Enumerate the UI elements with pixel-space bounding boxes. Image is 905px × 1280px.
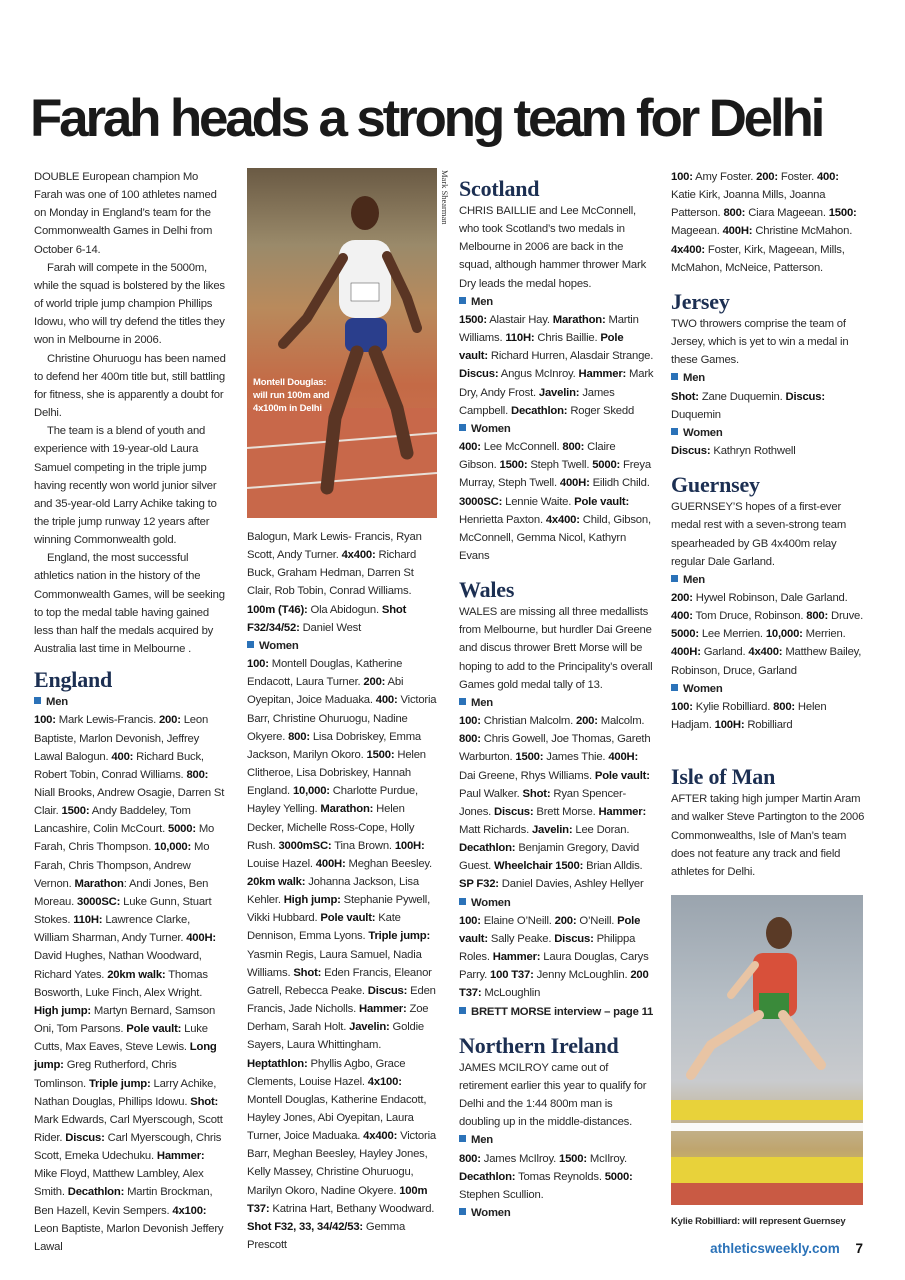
event-label: 200 T37: xyxy=(459,969,649,1000)
event-label: 3000SC: xyxy=(76,895,121,908)
athlete-names: Victoria Barr, Christine Ohuruogu, Nadine Okyere. xyxy=(247,694,437,743)
athlete-names: Stephen Scullion. xyxy=(459,1188,544,1201)
section-heading-northern-ireland: Northern Ireland xyxy=(459,1032,619,1058)
intro-paragraph: Farah will compete in the 5000m, while the squad is bolstered by the likes of world triple jump champion Phillips Idowu, who will try defend the titles they won in Melbourne in 2006. xyxy=(34,261,225,347)
event-label: Discus: xyxy=(459,368,499,381)
athlete-names: Chris Gowell, Joe Thomas, Gareth Warburton. xyxy=(459,733,651,764)
column-3 xyxy=(459,168,654,1222)
event-label: 1500: xyxy=(515,751,544,764)
event-label: 100: xyxy=(671,700,693,713)
intro-paragraph: DOUBLE European champion Mo Farah was one of 100 athletes named on Monday in England’s team for the Commonwealth Games in Delhi from October 6-14. xyxy=(34,171,217,256)
event-label: 20km walk: xyxy=(247,875,306,888)
event-label: 100m T37: xyxy=(247,1184,428,1215)
event-label: 400: xyxy=(816,171,839,183)
athlete-names: Luke Cutts, Max Eaves, Steve Lewis. xyxy=(34,1023,208,1054)
event-label: 200: xyxy=(671,591,693,604)
athlete-names: Helen Hadjam. xyxy=(671,700,827,732)
athlete-names: Martin Williams. xyxy=(459,313,639,345)
athlete-names: Lee Doran. xyxy=(572,824,630,836)
athlete-names: Roger Skedd xyxy=(567,404,635,417)
athlete-names: Henrietta Paxton. xyxy=(459,513,546,526)
event-label: 400H: xyxy=(722,225,753,238)
athlete-names: Luke Gunn, Stuart Stokes. xyxy=(34,895,212,927)
athlete-names: Balogun, Mark Lewis- Francis, Ryan Scott, Andy Turner. xyxy=(247,531,422,562)
athlete-names: Yasmin Regis, Laura Samuel, Nadia Williams. xyxy=(247,948,422,979)
event-label: Pole vault: xyxy=(126,1023,182,1036)
event-label: 4x400: xyxy=(545,513,580,526)
event-label: Decathlon: xyxy=(511,404,568,417)
event-label: Discus: xyxy=(785,390,825,403)
event-label: 1500: xyxy=(828,207,857,220)
athlete-names: Elaine O’Neill. xyxy=(480,914,555,927)
athlete-names: Druve. xyxy=(828,610,864,623)
athlete-names: Andy Baddeley, Tom Lancashire, Colin McCourt. xyxy=(34,805,191,836)
event-label: Shot: xyxy=(671,390,699,403)
section-heading-wales: Wales xyxy=(459,577,515,603)
event-label: 1500: xyxy=(499,459,528,472)
athlete-names: Montell Douglas, Katherine Endacott, Laura Turner. xyxy=(247,658,403,689)
event-label: Pole vault: xyxy=(594,769,650,782)
athlete-names: Laura Douglas, Carys Parry. xyxy=(459,951,649,982)
event-list xyxy=(459,912,654,1003)
athlete-names: McLoughlin xyxy=(481,987,541,1000)
column-1 xyxy=(34,168,226,1256)
athlete-names: Martyn Bernard, Samson Oni, Tom Parsons. xyxy=(34,1004,216,1036)
athlete-names: Tom Druce, Robinson. xyxy=(692,610,807,623)
event-label: 4x100: xyxy=(367,1075,402,1088)
event-label: Wheelchair 1500: xyxy=(494,860,584,873)
athlete-names: Tina Brown. xyxy=(331,839,395,852)
event-label: 100 T37: xyxy=(490,969,534,982)
page-title: Farah heads a strong team for Delhi xyxy=(30,89,823,148)
event-label: 110H: xyxy=(505,332,535,345)
athlete-names: Matt Richards. xyxy=(459,824,532,836)
event-label: High jump: xyxy=(34,1004,91,1017)
event-list xyxy=(459,1150,654,1204)
athlete-names: Phyllis Agbo, Grace Clements, Louise Hazel. xyxy=(247,1057,406,1088)
event-label: Pole vault: xyxy=(320,912,376,925)
section-heading-isle-of-man: Isle of Man xyxy=(671,764,776,790)
event-label: Marathon: xyxy=(552,313,606,326)
event-label: SP F32: xyxy=(459,878,499,891)
event-label: 800: xyxy=(562,441,585,454)
event-label: 100H: xyxy=(394,839,425,852)
athlete-names: Paul Walker. xyxy=(459,787,523,800)
athlete-names: O’Neill. xyxy=(576,914,618,927)
athlete-names: Lennie Waite. xyxy=(502,495,575,508)
event-label: Hammer: xyxy=(578,368,627,381)
athlete-names: Katrina Hart, Bethany Woodward. xyxy=(269,1202,435,1215)
event-label: 100: xyxy=(459,715,481,728)
event-label: 200: xyxy=(554,914,577,927)
event-label: 400H: xyxy=(608,751,639,764)
event-label: High jump: xyxy=(283,894,341,907)
athlete-names: Helen Decker, Michelle Ross-Cope, Holly Rush. xyxy=(247,803,415,852)
event-label: 3000mSC: xyxy=(278,839,332,852)
event-list xyxy=(671,388,866,424)
event-label: 1500: xyxy=(559,1152,587,1165)
subheading-women: Women xyxy=(247,637,439,655)
event-label: 1500: xyxy=(366,748,395,761)
athlete-names: Garland. xyxy=(700,646,749,659)
event-label: Hammer: xyxy=(492,951,541,964)
athlete-names: Kathryn Rothwell xyxy=(710,445,796,458)
event-label: Decathlon: xyxy=(459,1170,516,1183)
event-label: Decathlon: xyxy=(67,1186,125,1199)
event-label: Pole vault: xyxy=(574,495,630,508)
event-label: Discus: xyxy=(494,805,534,818)
event-label: 100: xyxy=(34,714,56,727)
section-heading-england: England xyxy=(34,667,113,693)
subheading-men: Men xyxy=(671,571,866,589)
athlete-names: Eilidh Child. xyxy=(589,477,650,490)
athlete-photo-montell-douglas xyxy=(247,168,437,518)
event-label: 100: xyxy=(247,658,269,671)
event-label: 100H: xyxy=(714,719,745,732)
page-number: 7 xyxy=(855,1241,863,1256)
event-label: Hammer: xyxy=(156,1150,205,1163)
athlete-names: Victoria Barr, Meghan Beesley, Hayley Jones, Kelly Massey, Christine Ohuruogu, Marilyn Okoro, Nadine Okyere. xyxy=(247,1130,436,1197)
athlete-names: Niall Brooks, Andrew Osagie, Darren St Clair. xyxy=(34,787,225,818)
event-label: 5000: xyxy=(168,823,196,836)
section-heading-scotland: Scotland xyxy=(459,176,540,201)
athlete-names: Gemma Prescott xyxy=(247,1220,406,1252)
section-intro: TWO throwers comprise the team of Jersey, which is yet to win a medal in these Games. xyxy=(671,317,849,367)
event-label: Javelin: xyxy=(538,386,580,399)
event-label: 10,000: xyxy=(154,841,192,854)
event-label: 110H: xyxy=(73,914,103,927)
athlete-names: Ola Abidogun. xyxy=(307,603,382,616)
athlete-names: Claire Gibson. xyxy=(459,441,616,472)
athlete-names: Zoe Derham, Sarah Holt. xyxy=(247,1003,429,1034)
athlete-names: Foster. xyxy=(777,171,817,183)
event-label: Shot F32/34/52: xyxy=(247,603,407,634)
athlete-names: Carl Myerscough, Chris Scott, Emeka Udechuku. xyxy=(34,1131,222,1163)
event-label: 5000: xyxy=(671,628,699,641)
athlete-names: Philippa Roles. xyxy=(459,932,636,964)
athlete-names: Chris Baillie. xyxy=(534,332,601,345)
event-label: 400: xyxy=(671,610,693,623)
athlete-names: Brett Morse. xyxy=(533,805,599,818)
athlete-names: Lisa Dobriskey, Emma Jackson, Marilyn Okoro. xyxy=(247,730,422,761)
event-list xyxy=(671,168,866,277)
event-label: 4x400: xyxy=(363,1130,398,1143)
event-label: 10,000: xyxy=(292,785,330,798)
event-label: 400H: xyxy=(671,646,701,659)
subheading-men: Men xyxy=(459,694,654,712)
event-label: 800: xyxy=(186,768,209,781)
event-label: 1500: xyxy=(61,805,90,818)
event-label: Hammer: xyxy=(598,805,647,818)
athlete-names: Eden Francis, Jade Nicholls. xyxy=(247,984,436,1016)
event-label: 3000SC: xyxy=(459,495,503,508)
event-label: Heptathlon: xyxy=(247,1057,308,1070)
event-label: Discus: xyxy=(671,445,711,458)
athlete-names: Johanna Jackson, Lisa Kehler. xyxy=(247,875,419,907)
athlete-names: Charlotte Purdue, Hayley Yelling. xyxy=(247,785,418,816)
section-heading-jersey: Jersey xyxy=(671,288,730,314)
event-label: 800: xyxy=(459,733,481,746)
event-label: 200: xyxy=(576,715,598,728)
event-label: Triple jump: xyxy=(88,1077,151,1090)
intro-paragraph: Christine Ohuruogu has been named to defend her 400m title but, still battling for fitness, she is apparently a doubt for Delhi. xyxy=(34,352,226,420)
athlete-names: McIlroy. xyxy=(586,1152,627,1165)
photo-caption: Kylie Robilliard: will represent Guernsey xyxy=(671,1216,846,1227)
event-label: 200: xyxy=(363,676,386,689)
athlete-names: Foster, Kirk, Mageean, Mills, McMahon, McNeice, Patterson. xyxy=(671,243,845,274)
event-label: 800: xyxy=(773,700,795,713)
event-label: 20km walk: xyxy=(107,968,166,981)
event-label: 400H: xyxy=(559,477,590,490)
event-list xyxy=(671,698,866,734)
subheading-men: Men xyxy=(459,1131,654,1149)
athlete-names: Sally Peake. xyxy=(487,932,555,945)
athlete-names: Goldie Sayers, Laura Whittingham. xyxy=(247,1021,424,1052)
sprinter-figure xyxy=(247,168,437,518)
interview-link[interactable]: BRETT MORSE interview – page 11 xyxy=(459,1003,654,1021)
athlete-names: Amy Foster. xyxy=(692,171,757,183)
athlete-names: Mo Farah, Chris Thompson, Andrew Vernon. xyxy=(34,841,210,890)
athlete-names: Lee McConnell. xyxy=(480,441,563,454)
intro-paragraph: England, the most successful athletics nation in the history of the Commonwealth Games, will be seeking to top the medal table having gained less than half the medals acquired by Australia last time in Melbourne . xyxy=(34,552,225,656)
event-label: Shot: xyxy=(293,966,322,979)
athlete-names: Kylie Robilliard. xyxy=(692,700,774,713)
athlete-names: Robilliard xyxy=(744,719,793,732)
event-list xyxy=(459,438,654,565)
event-label: 5000: xyxy=(592,459,621,472)
athlete-names: Mageean. xyxy=(671,225,723,238)
page-footer xyxy=(710,1241,863,1256)
athlete-names: Richard Hurren, Alasdair Strange. xyxy=(487,350,654,363)
section-heading-guernsey: Guernsey xyxy=(671,472,760,498)
subheading-women: Women xyxy=(671,424,866,442)
athlete-names: David Hughes, Nathan Woodward, Richard Yates. xyxy=(34,950,202,981)
event-label: 400: xyxy=(111,750,134,763)
athlete-photo-kylie-robilliard xyxy=(671,895,863,1205)
event-label: 800: xyxy=(459,1152,481,1165)
athlete-names: Abi Oyepitan, Joice Maduaka. xyxy=(247,676,404,707)
event-label: Pole vault: xyxy=(459,914,641,945)
athlete-names: Thomas Bosworth, Luke Finch, Alex Wright. xyxy=(34,968,208,999)
event-list xyxy=(247,655,439,1254)
athlete-names: Dai Greene, Rhys Williams. xyxy=(459,769,595,782)
event-label: Long jump: xyxy=(34,1041,217,1072)
section-intro: AFTER taking high jumper Martin Aram and walker Steve Partington to the 2006 Commonwealths, Isle of Man’s team does not feature any track and field athletes for Delhi. xyxy=(671,793,865,878)
event-label: 800: xyxy=(288,730,310,743)
athlete-names: Steph Twell. xyxy=(527,459,593,472)
subheading-men: Men xyxy=(671,369,866,387)
athlete-names: Mike Floyd, Matthew Lambley, Alex Smith. xyxy=(34,1168,204,1199)
athlete-names: Leon Baptiste, Marlon Devonish Jeffery Lawal xyxy=(34,1222,224,1253)
athlete-names: Greg Rutherford, Chris Tomlinson. xyxy=(34,1059,177,1090)
event-list xyxy=(671,589,866,680)
athlete-names: Child, Gibson, McConnell, Gemma Nicol, Kathyrn Evans xyxy=(459,513,651,562)
athlete-names: Benjamin Gregory, David Guest. xyxy=(459,842,640,873)
event-label: Javelin: xyxy=(531,824,573,836)
event-label: Shot: xyxy=(522,787,551,800)
event-label: 100: xyxy=(671,171,693,183)
athlete-names: Richard Buck, Graham Hedman, Darren St Clair, Rob Tobin, Conrad Williams. xyxy=(247,549,417,598)
event-label: Shot: xyxy=(190,1095,219,1108)
athlete-names: Merrien. xyxy=(802,628,846,641)
athlete-names: Ryan Spencer-Jones. xyxy=(459,787,627,818)
event-label: 4x400: xyxy=(341,549,376,562)
athlete-names: Lee Merrien. xyxy=(698,628,766,641)
athlete-names: Zane Duquemin. xyxy=(698,390,786,403)
athlete-names: Matthew Bailey, Robinson, Druce, Garland xyxy=(671,646,862,677)
athlete-names: James McIlroy. xyxy=(480,1152,560,1165)
athlete-names: Duquemin xyxy=(671,408,721,421)
event-label: 200: xyxy=(158,714,181,727)
event-list xyxy=(459,712,654,894)
event-label: 4x100: xyxy=(172,1204,207,1217)
athlete-names: Katie Kirk, Joanna Mills, Joanna Patterson. xyxy=(671,189,826,220)
athlete-names: Malcolm. xyxy=(597,715,645,728)
athlete-names: Eden Francis, Eleanor Gatrell, Rebecca Peake. xyxy=(247,966,432,997)
subheading-men: Men xyxy=(459,293,654,311)
event-list xyxy=(459,311,654,420)
subheading-women: Women xyxy=(459,1204,654,1222)
athlete-names: Lawrence Clarke, William Sharman, Andy Turner. xyxy=(34,914,191,945)
athlete-names: Larry Achike, Nathan Douglas, Phillips Idowu. xyxy=(34,1077,217,1108)
athlete-names: Leon Baptiste, Marlon Devonish, Jeffrey Lawal Balogun. xyxy=(34,714,209,763)
athlete-names: Jenny McLoughlin. xyxy=(533,969,631,982)
event-label: 100m (T46): xyxy=(247,603,308,616)
athlete-names: Mark Lewis-Francis. xyxy=(55,714,159,727)
event-label: 400: xyxy=(375,694,398,707)
event-label: 200: xyxy=(756,171,778,183)
event-label: Marathon: xyxy=(320,803,374,816)
event-label: 400: xyxy=(459,441,481,454)
section-intro: CHRIS BAILLIE and Lee McConnell, who took Scotland’s two medals in Melbourne in 2006 are back in the squad, although hammer thrower Mark Dry leads the medal hopes. xyxy=(459,205,647,290)
event-label: 400H: xyxy=(186,932,216,945)
athlete-names: Freya Murray, Steph Twell. xyxy=(459,459,651,490)
athlete-names: : Andi Jones, Ben Moreau. xyxy=(34,877,209,908)
athlete-names: Louise Hazel. xyxy=(247,857,316,870)
subheading-men: Men xyxy=(34,693,226,711)
athlete-names: Martin Brockman, Ben Hazell, Kevin Sempers. xyxy=(34,1186,213,1217)
event-label: 800: xyxy=(806,610,829,623)
athlete-names: Christian Malcolm. xyxy=(480,715,576,728)
event-label: Hammer: xyxy=(358,1003,407,1016)
subheading-women: Women xyxy=(671,680,866,698)
event-label: Marathon xyxy=(74,877,124,890)
section-intro: WALES are missing all three medallists from Melbourne, but hurdler Dai Greene and discus thrower Brett Morse will be hoping to add to the Principality’s overall Games gold medal tally of 13. xyxy=(459,606,653,691)
athlete-names: Daniel West xyxy=(299,621,362,634)
athlete-names: Tomas Reynolds. xyxy=(515,1170,605,1183)
website-link[interactable]: athleticsweekly.com xyxy=(710,1241,840,1256)
event-label: Discus: xyxy=(367,984,408,997)
event-label: Triple jump: xyxy=(368,930,431,943)
intro-paragraph: The team is a blend of youth and experience with 19-year-old Laura Samuel competing in the triple jump having recently won world junior silver and 35-year-old Larry Achike taking to the triple jump runway 12 years after winning Commonwealth gold. xyxy=(34,425,217,547)
athlete-names: Alastair Hay. xyxy=(486,313,553,326)
event-label: 4x400: xyxy=(748,646,783,659)
event-label: 5000: xyxy=(604,1170,633,1183)
athlete-names: Mo Farah, Chris Thompson. xyxy=(34,823,215,854)
section-intro: GUERNSEY’S hopes of a first-ever medal rest with a seven-strong team spearheaded by GB 4x400m relay regular Dale Garland. xyxy=(671,501,847,568)
athlete-names: Brian Alldis. xyxy=(583,860,643,873)
hurdler-figure xyxy=(671,895,863,1205)
athlete-names: Ciara Mageean. xyxy=(745,207,829,220)
subheading-women: Women xyxy=(459,420,654,438)
event-label: Decathlon: xyxy=(459,842,516,855)
athlete-names: Hywel Robinson, Dale Garland. xyxy=(692,591,848,604)
event-list xyxy=(247,528,439,637)
intro-text xyxy=(34,168,226,658)
event-label: Javelin: xyxy=(349,1021,390,1034)
athlete-names: Montell Douglas, Katherine Endacott, Hayley Jones, Abi Oyepitan, Laura Turner, Joice Maduaka. xyxy=(247,1093,427,1143)
athlete-names: Christine McMahon. xyxy=(752,225,853,238)
photo-caption: Montell Douglas: will run 100m and 4x100m in Delhi xyxy=(253,377,330,414)
athlete-names: Helen Clitheroe, Lisa Dobriskey, Hannah England. xyxy=(247,748,426,798)
column-2 xyxy=(247,168,439,1254)
event-label: 4x400: xyxy=(671,243,705,256)
event-label: Pole vault: xyxy=(459,332,624,363)
athlete-names: James Campbell. xyxy=(459,386,615,417)
event-label: Discus: xyxy=(65,1131,105,1144)
athlete-names: Meghan Beesley. xyxy=(345,857,432,870)
event-label: Discus: xyxy=(554,932,594,945)
column-4 xyxy=(671,168,866,1231)
athlete-names: Angus McInroy. xyxy=(498,368,579,381)
event-list xyxy=(671,442,866,460)
athlete-names: Kate Dennison, Emma Lyons. xyxy=(247,912,401,943)
subheading-women: Women xyxy=(459,894,654,912)
athlete-names: Stephanie Pywell, Vikki Hubbard. xyxy=(247,894,431,925)
event-list xyxy=(34,711,226,1256)
event-label: 400H: xyxy=(315,857,346,870)
athlete-names: Daniel Davies, Ashley Hellyer xyxy=(498,878,644,891)
photo-credit: Mark Shearman xyxy=(440,170,450,225)
event-label: 1500: xyxy=(459,313,487,326)
athlete-names: Richard Buck, Robert Tobin, Conrad Williams. xyxy=(34,750,204,781)
event-label: 10,000: xyxy=(765,628,803,641)
section-intro: JAMES MCILROY came out of retirement earlier this year to qualify for Delhi and the 1:44 800m man is doubling up in the middle-distances. xyxy=(459,1061,647,1129)
event-label: 800: xyxy=(723,207,746,220)
event-label: 100: xyxy=(459,914,481,927)
event-label: Shot F32, 33, 34/42/53: xyxy=(247,1220,363,1233)
athlete-names: Mark Dry, Andy Frost. xyxy=(459,368,654,399)
athlete-names: Mark Edwards, Carl Myerscough, Scott Rider. xyxy=(34,1113,223,1144)
athlete-names: James Thie. xyxy=(543,751,609,764)
